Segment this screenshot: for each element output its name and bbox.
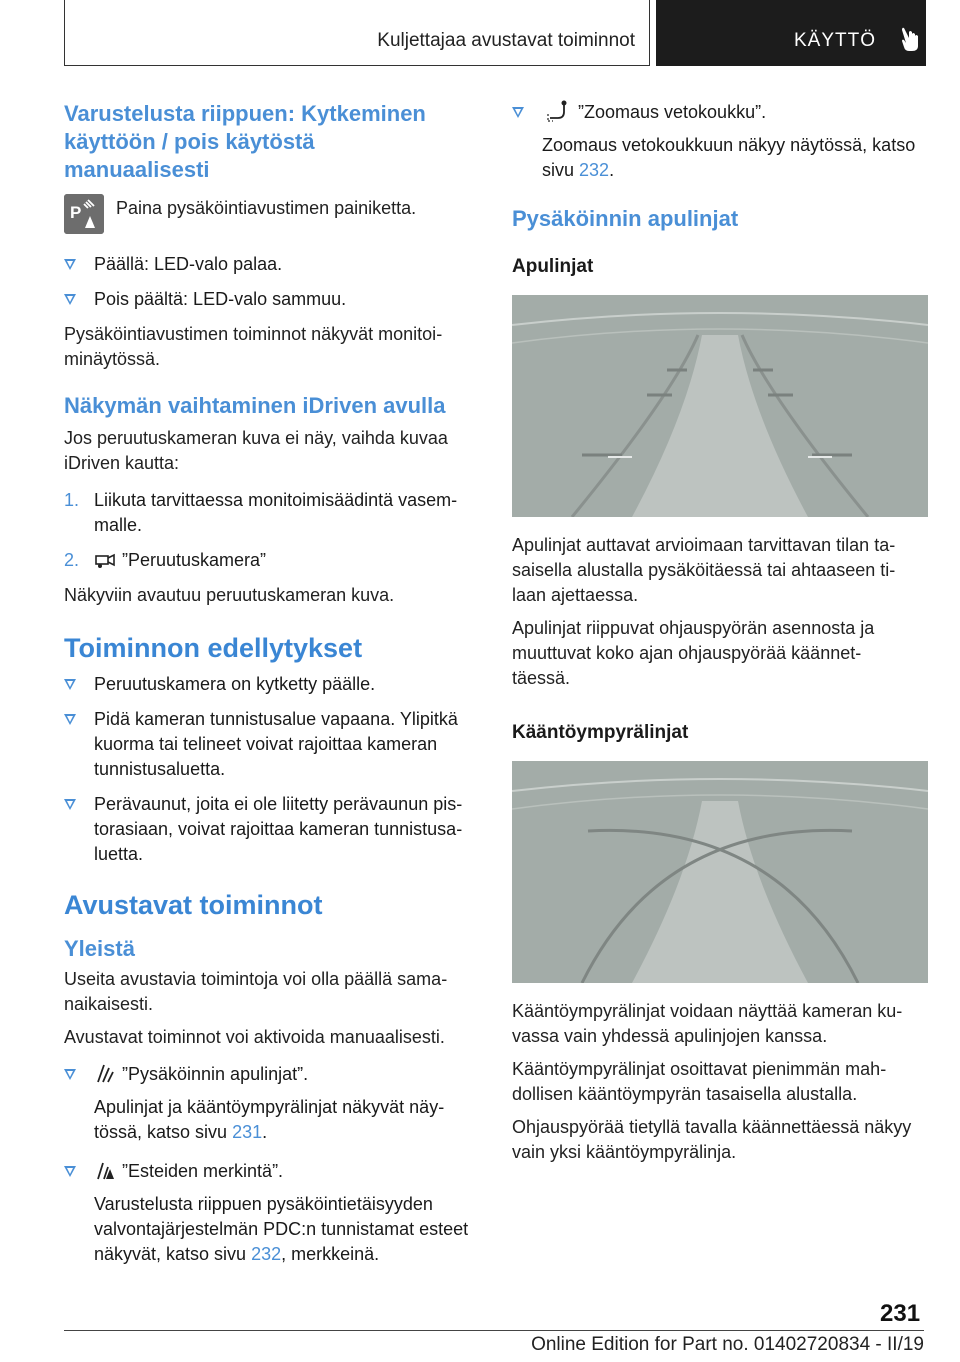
section-title-assist-functions: Avustavat toiminnot (64, 890, 323, 920)
header-section-title: KÄYTTÖ (794, 30, 877, 51)
bullet-triangle-icon (64, 714, 76, 725)
header-chapter-title: Kuljettajaa avustavat toiminnot (377, 30, 635, 51)
paragraph: Apulinjat riippuvat ohjauspyörän asennosta ja muuttuvat koko ajan ohjauspyörää käännettäessä. (512, 618, 875, 688)
tow-hitch-icon (542, 100, 572, 122)
parking-lines-icon (94, 1062, 116, 1084)
list-item: 1. Liikuta tarvittaessa monitoimisäädintä vasemmalle. (64, 490, 458, 535)
list-item: Pidä kameran tunnistusalue vapaana. Ylipitkä kuorma tai telineet voivat rajoittaa kameran tunnistusaluetta. (64, 707, 484, 782)
page-link[interactable]: 232 (251, 1244, 282, 1264)
paragraph: Kääntöympyrälinjat voidaan näyttää kameran kuvassa vain yhdessä apulinjojen kanssa. (512, 1001, 903, 1046)
rear-camera-icon (94, 548, 116, 570)
list-item: Peruutuskamera on kytketty päälle. (64, 672, 484, 697)
paragraph: Pysäköintiavustimen toiminnot näkyvät monitoiminäytössä. (64, 324, 443, 369)
subsection-title-guide-lines: Apulinjat (512, 256, 594, 277)
header-section-box (656, 0, 926, 66)
bullet-triangle-icon (64, 1166, 76, 1177)
bullet-triangle-icon (64, 294, 76, 305)
bullet-triangle-icon (64, 679, 76, 690)
paragraph: Ohjauspyörää tietyllä tavalla käännettäessä näkyy vain yksi kääntöympyrälinja. (512, 1117, 912, 1162)
camera-turning-circle-image (512, 761, 928, 983)
bullet-triangle-icon (64, 799, 76, 810)
list-item: ”Zoomaus vetokoukku”. Zoomaus vetokoukkuun näkyy näytössä, katso sivu 232. (512, 100, 932, 183)
paragraph: Useita avustavia toimintoja voi olla päällä samanaikaisesti. (64, 969, 448, 1014)
assist-functions-list (64, 1062, 484, 1267)
list-item: ”Pysäköinnin apulinjat”. Apulinjat ja kääntöympyrälinjat näkyvät näytössä, katso sivu 231. (64, 1062, 484, 1145)
page-link[interactable]: 231 (232, 1122, 263, 1142)
paragraph: Avustavat toiminnot voi aktivoida manuaalisesti. (64, 1027, 445, 1047)
header-chapter-box (64, 0, 650, 66)
bullet-triangle-icon (64, 259, 76, 270)
svg-text:P: P (70, 203, 82, 222)
subsection-title-turning-lines: Kääntöympyrälinjat (512, 722, 689, 743)
parking-button-instruction (64, 194, 484, 238)
bullet-triangle-icon (64, 1069, 76, 1080)
parking-button-text: Paina pysäköintiavustimen painiketta. (116, 198, 417, 218)
section-title-idrive: Näkymän vaihtaminen iDriven avulla (64, 393, 446, 418)
list-item: Pois päältä: LED-valo sammuu. (64, 287, 484, 312)
list-item: Päällä: LED-valo palaa. (64, 252, 484, 277)
requirements-list (64, 672, 484, 867)
list-item: Perävaunut, joita ei ole liitetty perävaunun pistorasiaan, voivat rajoittaa kameran tunnistusaluetta. (64, 792, 484, 867)
subsection-title-general: Yleistä (64, 936, 135, 961)
right-column (512, 100, 932, 1165)
section-title-parking-lines: Pysäköinnin apulinjat (512, 206, 739, 231)
footer-edition: Online Edition for Part no. 01402720834 - II/19 (531, 1334, 924, 1355)
paragraph: Apulinjat auttavat arvioimaan tarvittavan tilan tasaisella alustalla pysäköitäessä tai ahtaaseen tilaan ajettaessa. (512, 535, 896, 605)
section-title-manual-switch: Varustelusta riippuen: Kytkeminen käyttöön / pois käytöstä manuaalisesti (64, 101, 426, 182)
section-title-requirements: Toiminnon edellytykset (64, 633, 363, 663)
list-item: 2. ”Peruutuskamera” (64, 550, 267, 570)
pointing-hand-icon (900, 26, 922, 52)
paragraph: Kääntöympyrälinjat osoittavat pienimmän mahdollisen kääntöympyrän tasaisella alustalla. (512, 1059, 887, 1104)
bullet-triangle-icon (512, 107, 524, 118)
list-item: ”Esteiden merkintä”. Varustelusta riippuen pysäköintietäisyyden valvontajärjestelmän PDC:n tunnistamat esteet näkyvät, katso sivu 232, merkkeinä. (64, 1159, 484, 1267)
idrive-steps (64, 488, 484, 573)
led-status-list (64, 252, 484, 312)
parking-assist-button-icon (64, 194, 104, 234)
footer-divider (64, 1330, 924, 1331)
paragraph: Jos peruutuskameran kuva ei näy, vaihda kuvaa iDriven kautta: (64, 428, 448, 473)
obstacle-marking-icon (94, 1159, 116, 1181)
page-number: 231 (880, 1300, 921, 1327)
camera-guide-lines-image (512, 295, 928, 517)
zoom-item-list (512, 100, 932, 183)
page-link[interactable]: 232 (579, 160, 610, 180)
left-column (64, 100, 484, 1277)
paragraph: Näkyviin avautuu peruutuskameran kuva. (64, 585, 395, 605)
